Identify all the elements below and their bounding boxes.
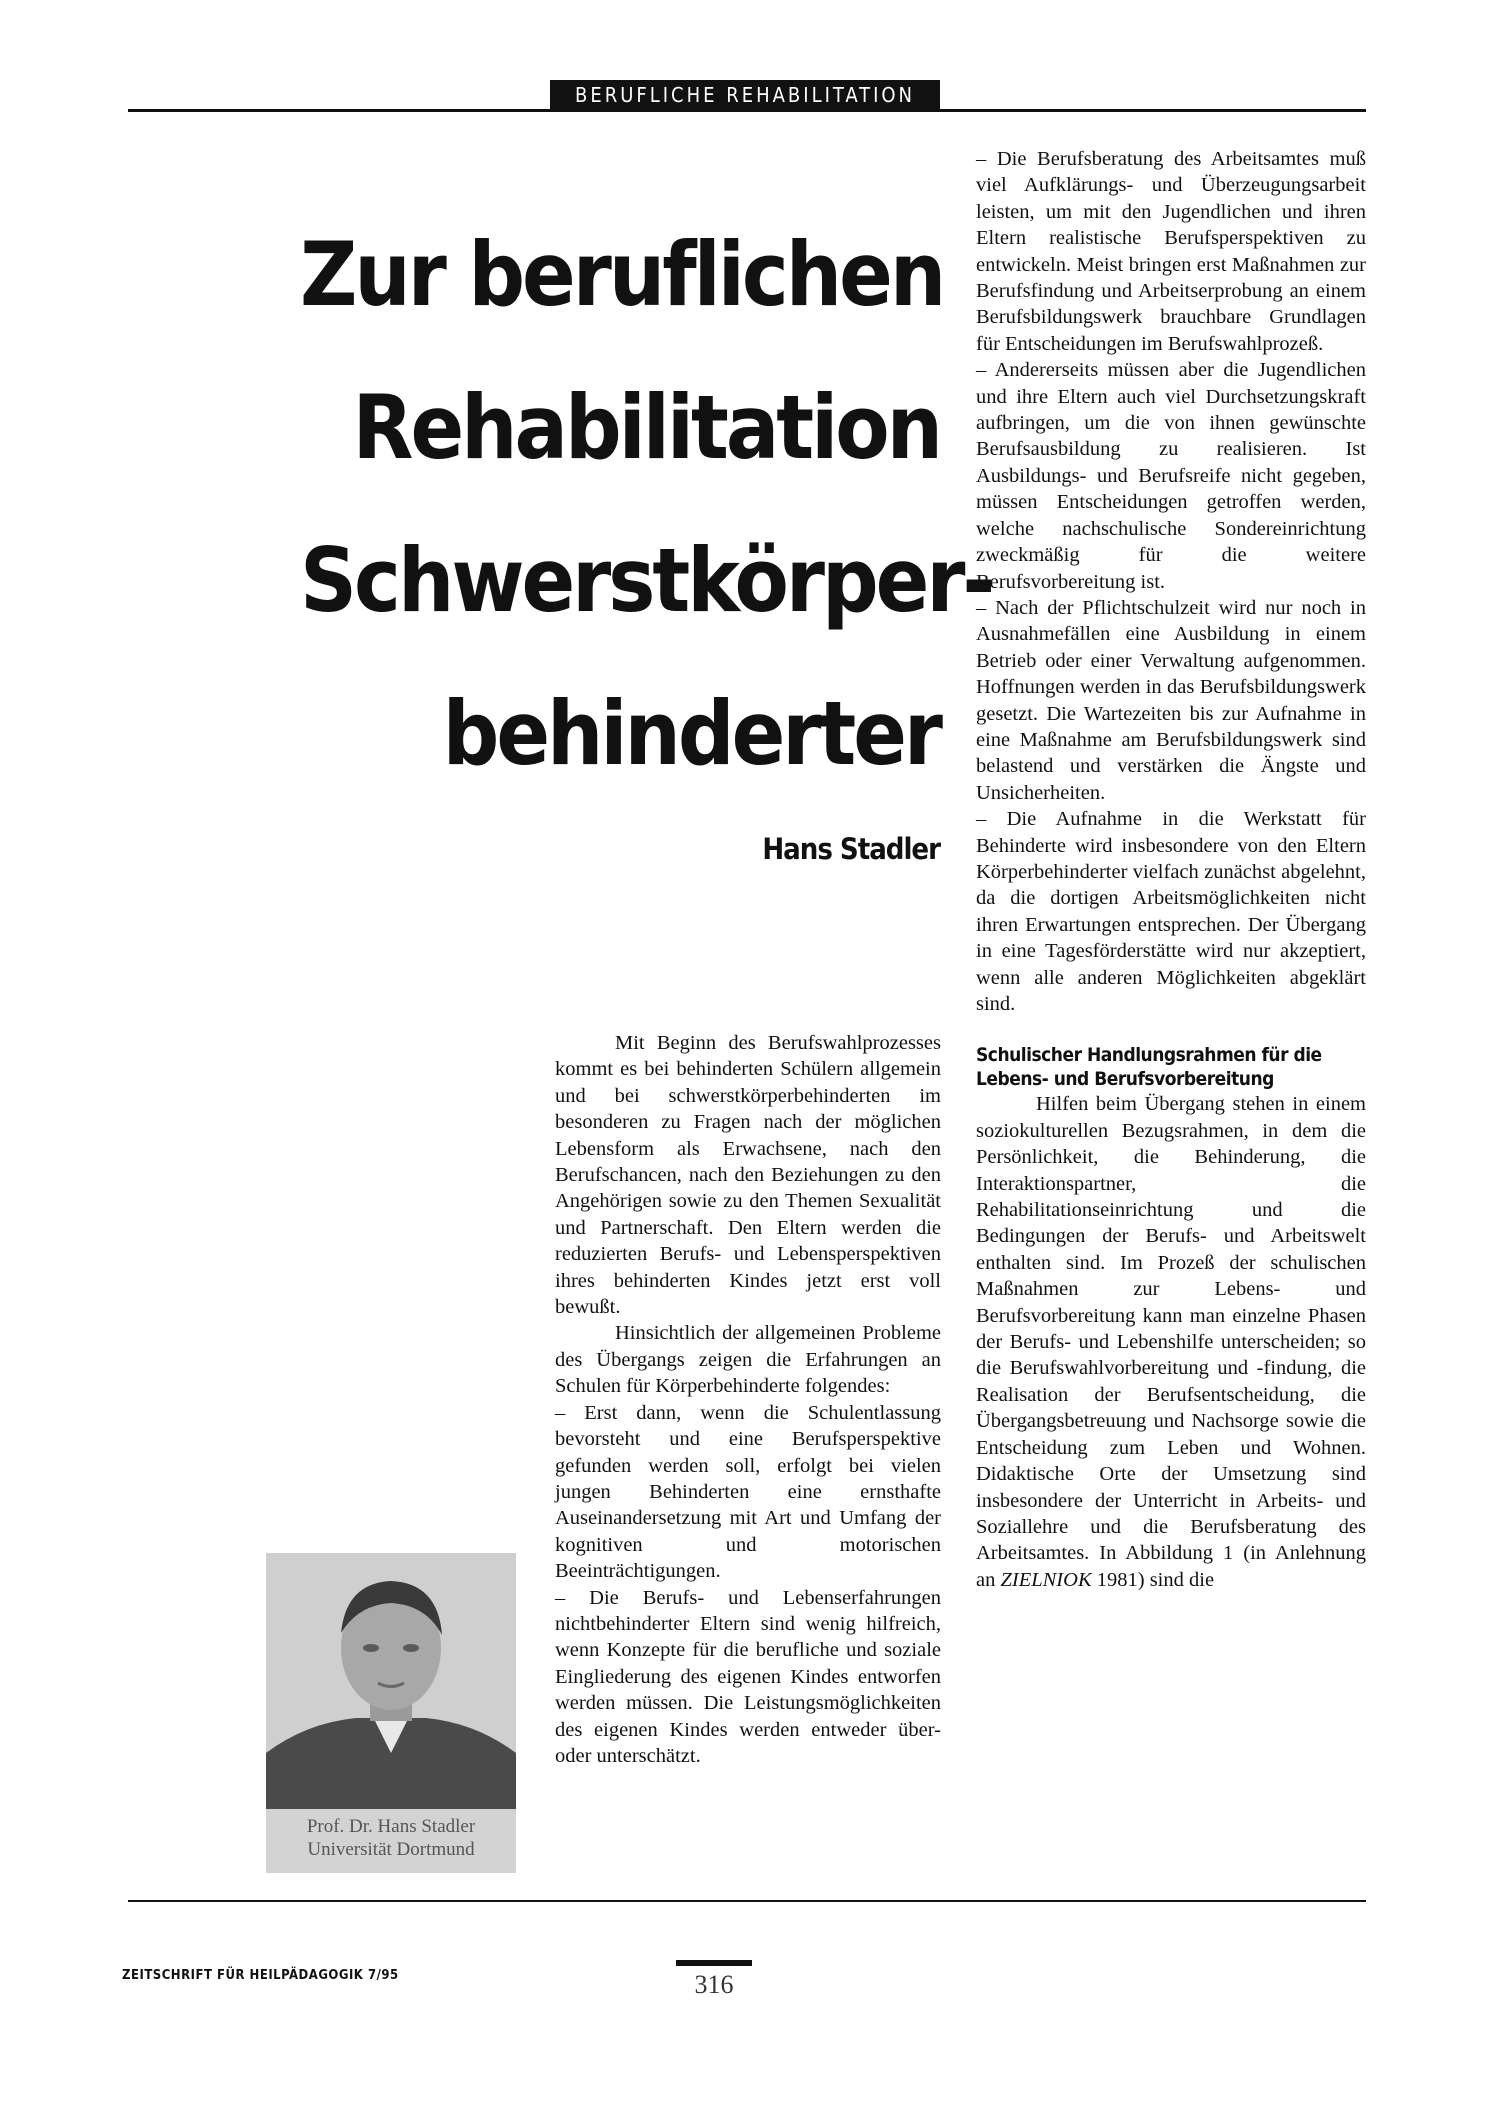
list-item: – Die Berufsberatung des Arbeitsamtes muß viel Aufklärungs- und Überzeugungsarbeit leisten, um mit den Jugendlichen und ihren Eltern realistische Berufsperspektiven zu entwickeln. Meist bringen erst Maßnahmen zur Berufsfindung und Arbeitserprobung an einem Berufsbildungswerk brauchbare Grundlagen für Entscheidungen im Berufswahlprozeß. <box>976 148 1366 355</box>
page-number: 316 <box>694 1970 734 1999</box>
section-heading: Schulischer Handlungsrahmen für die Lebens- und Berufsvorbereitung <box>976 1044 1322 1091</box>
text-column-left <box>555 1030 941 1769</box>
list-item: – Erst dann, wenn die Schulentlassung bevorsteht und eine Berufsperspektive gefunden werden soll, erfolgt bei vielen jungen Behinderten eine ernsthafte Auseinandersetzung mit Art und Umfang der kognitiven und motorischen Beeinträchtigungen. <box>555 1401 941 1583</box>
title-line: behinderter <box>442 682 940 785</box>
author-portrait <box>266 1553 516 1809</box>
paragraph-text: 1981) sind die <box>1091 1568 1215 1591</box>
paragraph: Hinsichtlich der allgemeinen Probleme des Übergangs zeigen die Erfahrungen an Schulen für Körperbehinderte folgendes: <box>555 1322 941 1398</box>
section-header <box>550 80 940 110</box>
text-column-right <box>976 146 1366 1593</box>
paragraph-text: Hilfen beim Übergang stehen in einem soziokulturellen Bezugsrahmen, in dem die Persönlichkeit, die Behinderung, die Interaktionspartner, die Rehabilitationseinrichtung und die Bedingungen der Berufs- und Arbeitswelt enthalten sind. Im Prozeß der schulischen Maßnahmen zur Lebens- und Berufsvorbereitung kann man einzelne Phasen der Berufs- und Lebenshilfe unterscheiden; so die Berufswahlvorbereitung und -findung, die Realisation der Berufsentscheidung, die Übergangsbetreuung und Nachsorge sowie die Entscheidung zum Leben und Wohnen. Didaktische Orte der Umsetzung sind insbesondere der Unterricht in Arbeits- und Soziallehre und die Berufsberatung des Arbeitsamtes. In Abbildung 1 (in Anlehnung an <box>976 1093 1366 1591</box>
journal-footer: ZEITSCHRIFT FÜR HEILPÄDAGOGIK 7/95 <box>122 1968 399 1983</box>
paragraph: Mit Beginn des Berufswahlprozesses kommt es bei behinderten Schülern allgemein und bei schwerstkörperbehinderten im besonderen zu Fragen nach der möglichen Lebensform als Erwachsene, nach den Berufschancen, nach den Beziehungen zu den Angehörigen sowie zu den Themen Sexualität und Partnerschaft. Den Eltern werden die reduzierten Berufs- und Lebensperspektiven ihres behinderten Kindes jetzt erst voll bewußt. <box>555 1032 941 1319</box>
list-item: – Andererseits müssen aber die Jugendlichen und ihre Eltern auch viel Durchsetzungskraft aufbringen, um die von ihnen gewünschte Berufsausbildung zu realisieren. Ist Ausbildungs- und Berufsreife nicht gegeben, müssen Entscheidungen getroffen werden, welche nachschulische Sondereinrichtung zweckmäßig für die weitere Berufsvorbereitung ist. <box>976 359 1366 593</box>
page-number-bar <box>676 1960 752 1966</box>
paragraph <box>976 1091 1366 1593</box>
title-line: Rehabilitation <box>352 376 940 479</box>
footer-rule <box>128 1900 1366 1902</box>
list-item: – Die Berufs- und Lebenserfahrungen nichtbehinderter Eltern sind wenig hilfreich, wenn Konzepte für die berufliche und soziale Eingliederung des eigenen Kindes entworfen werden müssen. Die Leistungsmöglichkeiten des eigenen Kindes werden entweder über- oder unterschätzt. <box>555 1586 941 1767</box>
list-item: – Nach der Pflichtschulzeit wird nur noch in Ausnahmefällen eine Ausbildung in einem Betrieb oder einer Verwaltung aufgenommen. Hoffnungen werden in das Berufsbildungswerk gesetzt. Die Wartezeiten bis zur Aufnahme in eine Maßnahme am Berufsbildungswerk sind belastend und verstärken die Ängste und Unsicherheiten. <box>976 596 1366 804</box>
author-byline: Hans Stadler <box>762 832 940 866</box>
article-title <box>300 198 993 810</box>
section-header-label: BERUFLICHE REHABILITATION <box>574 83 915 107</box>
citation-author: ZIELNIOK <box>1000 1568 1092 1591</box>
caption-line: Universität Dortmund <box>307 1839 475 1860</box>
photo-caption <box>266 1815 516 1861</box>
title-line: Zur beruflichen <box>300 223 944 326</box>
list-item: – Die Aufnahme in die Werkstatt für Behinderte wird insbesondere von den Eltern Körperbehinderter vielfach zunächst abgelehnt, da die dortigen Arbeitsmöglichkeiten nicht ihren Erwartungen entsprechen. Der Übergang in eine Tagesförderstätte wird nur akzeptiert, wenn alle anderen Möglichkeiten abgeklärt sind. <box>976 808 1366 1015</box>
author-photo <box>266 1553 516 1873</box>
title-line: Schwerstkörper- <box>300 529 993 632</box>
caption-line: Prof. Dr. Hans Stadler <box>306 1816 476 1837</box>
